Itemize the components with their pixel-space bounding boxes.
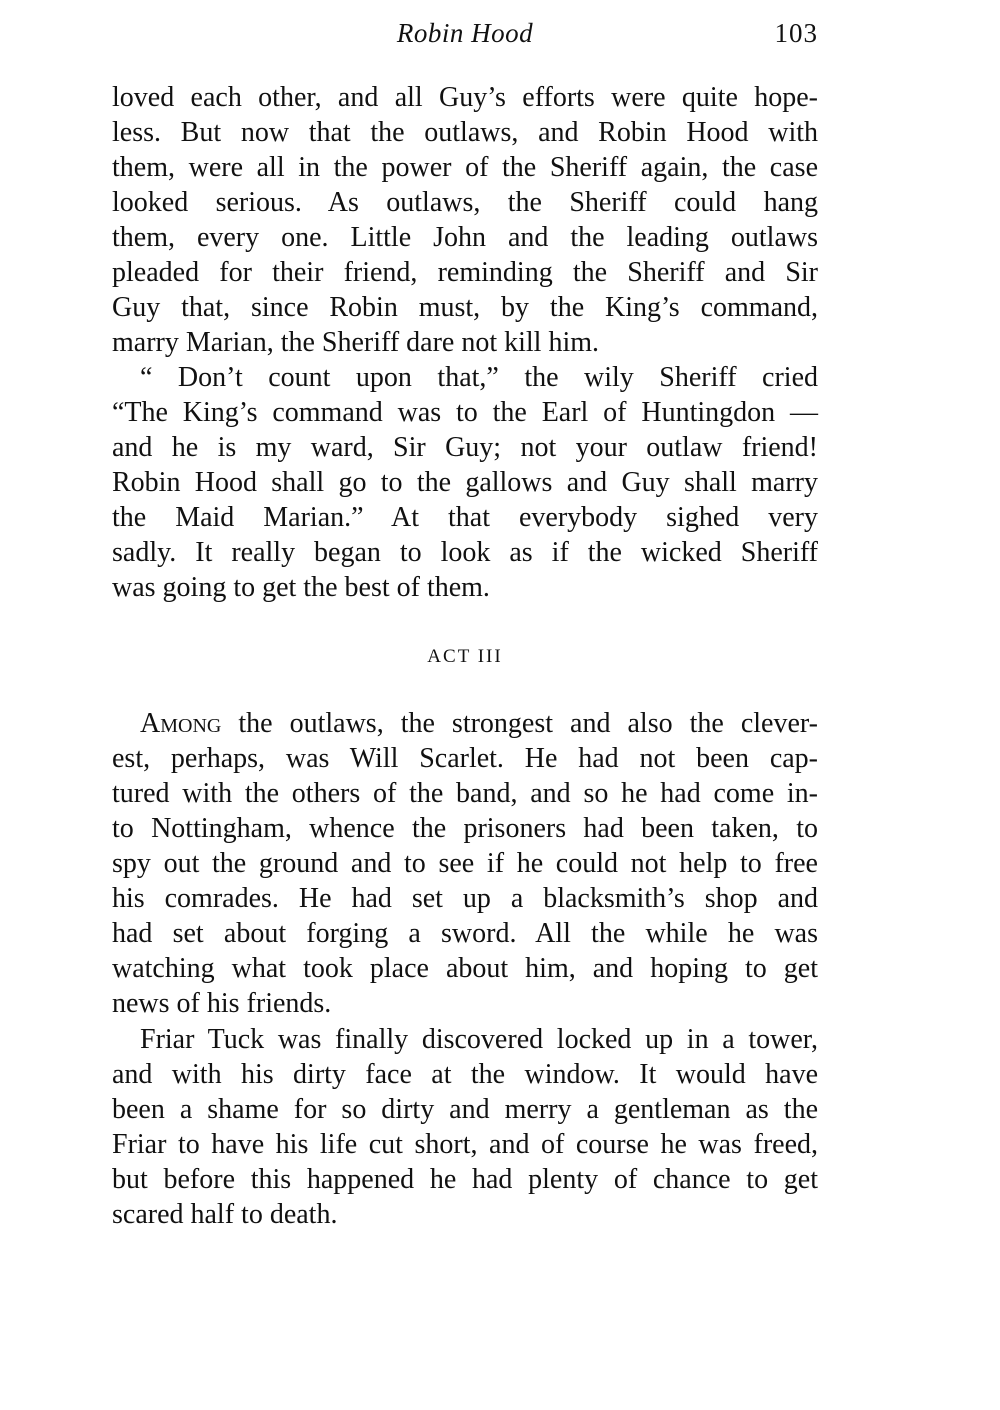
text-line: been a shame for so dirty and merry a gentleman as the [112, 1094, 818, 1125]
text-line: them, every one. Little John and the leading outlaws [112, 222, 818, 253]
text-line: marry Marian, the Sheriff dare not kill him. [112, 327, 600, 358]
text-line: Robin Hood shall go to the gallows and Guy shall marry [112, 467, 818, 498]
text-line: to Nottingham, whence the prisoners had been taken, to [112, 813, 818, 844]
text-line: news of his friends. [112, 988, 332, 1019]
text-line: loved each other, and all Guy’s efforts were quite hope- [112, 82, 818, 113]
text-line: est, perhaps, was Will Scarlet. He had not been cap- [112, 743, 818, 774]
text-line: Friar Tuck was finally discovered locked up in a tower, [140, 1024, 818, 1055]
page-number: 103 [774, 18, 818, 48]
text-line: sadly. It really began to look as if the wicked Sheriff [112, 537, 818, 568]
text-line: watching what took place about him, and hoping to get [112, 953, 818, 984]
text-line: Guy that, since Robin must, by the King’s command, [112, 292, 818, 323]
running-title: Robin Hood [396, 18, 534, 48]
text-line: but before this happened he had plenty of chance to get [112, 1164, 818, 1195]
text-line: and he is my ward, Sir Guy; not your outlaw friend! [112, 432, 818, 463]
text-line: his comrades. He had set up a blacksmith’s shop and [112, 883, 818, 914]
text-line: “The King’s command was to the Earl of Huntingdon — [112, 397, 818, 428]
text-line [140, 706, 818, 741]
text-line: Friar to have his life cut short, and of course he was freed, [112, 1129, 818, 1160]
text-line: them, were all in the power of the Sheriff again, the case [112, 152, 818, 183]
text-line: tured with the others of the band, and so he had come in- [112, 778, 818, 809]
text-line: the Maid Marian.” At that everybody sighed very [112, 502, 818, 533]
text-line: “ Don’t count upon that,” the wily Sheriff cried [140, 362, 818, 393]
text-line: less. But now that the outlaws, and Robin Hood with [112, 117, 818, 148]
lead-word: Among [140, 708, 222, 739]
text-line: was going to get the best of them. [112, 572, 490, 603]
text-line: spy out the ground and to see if he could not help to free [112, 848, 818, 879]
line-text: the outlaws, the strongest and also the clever- [221, 708, 818, 739]
text-line: and with his dirty face at the window. It would have [112, 1059, 818, 1090]
text-line: looked serious. As outlaws, the Sheriff could hang [112, 187, 818, 218]
section-heading: ACT III [427, 646, 503, 667]
text-line: pleaded for their friend, reminding the Sheriff and Sir [112, 257, 818, 288]
text-line: scared half to death. [112, 1199, 338, 1230]
running-head [112, 18, 818, 58]
text-line: had set about forging a sword. All the while he was [112, 918, 818, 949]
